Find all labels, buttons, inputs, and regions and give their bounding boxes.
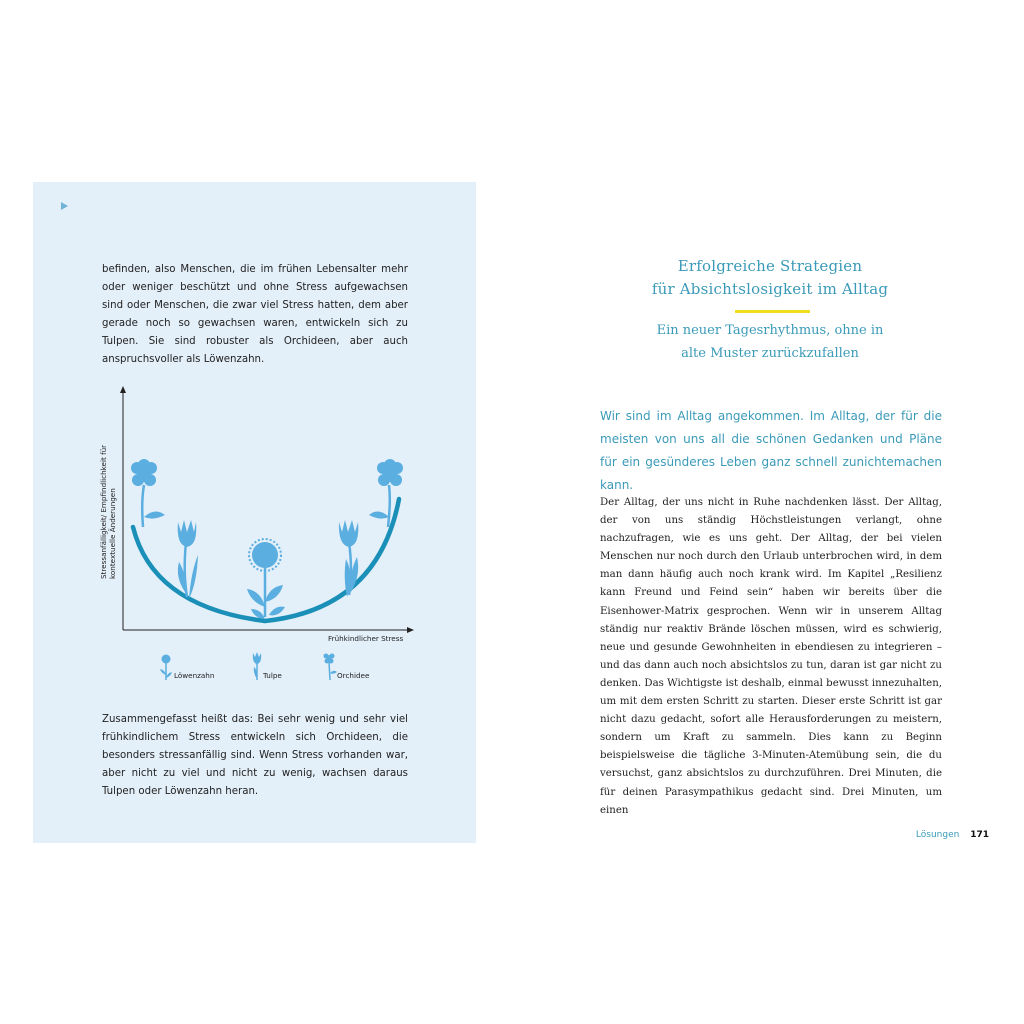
title-underline	[735, 310, 810, 313]
page-footer	[916, 830, 989, 840]
svg-text:kontextuelle Änderungen: kontextuelle Änderungen	[108, 488, 117, 579]
legend	[160, 652, 370, 680]
y-axis-arrow	[120, 386, 126, 393]
page-number: 171	[970, 830, 989, 840]
chapter-subtitle	[600, 319, 940, 365]
orchid-left-icon	[131, 459, 165, 527]
y-axis-label	[99, 445, 117, 579]
lead-paragraph: Wir sind im Alltag angekommen. Im Alltag, der für die meisten von uns all die schönen Gedanken und Pläne für ein gesünderes Leben ganz schnell zunichtemachen kann.	[600, 409, 942, 492]
play-marker-icon	[61, 202, 68, 210]
legend-label-dandelion: Löwenzahn	[174, 671, 215, 680]
legend-label-tulip: Tulpe	[263, 671, 282, 680]
stress-sensitivity-diagram	[33, 377, 476, 697]
body-paragraph: Der Alltag, der uns nicht in Ruhe nachdenken lässt. Der Alltag, der von uns ständig Höchstleistungen verlangt, ohne nachzufragen, wie es uns geht. Der Alltag, der bei vielen Menschen nur noch durch den Urlaub unterbrochen wird, in dem man dann häufig auch noch krank wird. Im Kapitel „Resilienz kann Freund und Feind sein“ haben wir bereits über die Eisenhower-Matrix gesprochen. Wenn wir in unserem Alltag ständig nur reaktiv Brände löschen müssen, wird es schwierig, neue und gesunde Gewohnheiten in ebendiesen zu integrieren – und das dann auch noch absichtslos zu tun, daran ist gar nicht zu denken. Das Wichtigste ist deshalb, einmal bewusst innezuhalten, um mit dem ersten Schritt zu starten. Dieser erste Schritt ist gar nicht dazu gedacht, sofort alle Herausforderungen zu meistern, sondern um Kraft zu sammeln. Dies kann zu Beginn beispielsweise die tägliche 3-Minuten-Atemübung sein, die du versuchst, ganz absichtslos zu durchzuführen. Drei Minuten, die für deinen Parasympathikus gedacht sind. Drei Minuten, um einen	[600, 497, 942, 816]
legend-tulip-icon	[253, 652, 261, 680]
x-axis-arrow	[407, 627, 414, 633]
left-page-panel	[33, 182, 476, 843]
chapter-title	[600, 255, 940, 301]
dandelion-middle-icon	[247, 539, 285, 619]
svg-text:Stressanfälligkeit/ Empfindlic: Stressanfälligkeit/ Empfindlichkeit für	[99, 444, 108, 579]
tulip-left-icon	[178, 520, 198, 599]
orchid-right-icon	[369, 459, 403, 527]
x-axis-label: Frühkindlicher Stress	[328, 634, 404, 643]
legend-orchid-icon	[324, 654, 338, 681]
legend-label-orchid: Orchidee	[337, 671, 370, 680]
chapter-title-line2: für Absichtslosigkeit im Alltag	[651, 280, 889, 298]
chapter-subtitle-line2: alte Muster zurückzufallen	[681, 346, 859, 361]
legend-dandelion-icon	[160, 655, 172, 681]
paragraph-summary: Zusammengefasst heißt das: Bei sehr wenig und sehr viel frühkindlichem Stress entwickeln sich Orchideen, die besonders stressanfällig sind. Wenn Stress vorhanden war, aber nicht zu viel und nicht zu wenig, wachsen daraus Tulpen oder Löwenzahn heran.	[102, 714, 408, 797]
chapter-subtitle-line1: Ein neuer Tagesrhythmus, ohne in	[656, 323, 884, 338]
footer-section-label: Lösungen	[915, 830, 960, 840]
chapter-title-line1: Erfolgreiche Strategien	[677, 257, 863, 275]
paragraph-intro: befinden, also Menschen, die im frühen Lebensalter mehr oder weniger beschützt und ohne Stress aufgewachsen sind oder Menschen, die zwar viel Stress hatten, dem aber gerade noch so gewachsen waren, entwickeln sich zu Tulpen. Sie sind robuster als Orchideen, aber auch anspruchsvoller als Löwenzahn.	[102, 264, 408, 365]
